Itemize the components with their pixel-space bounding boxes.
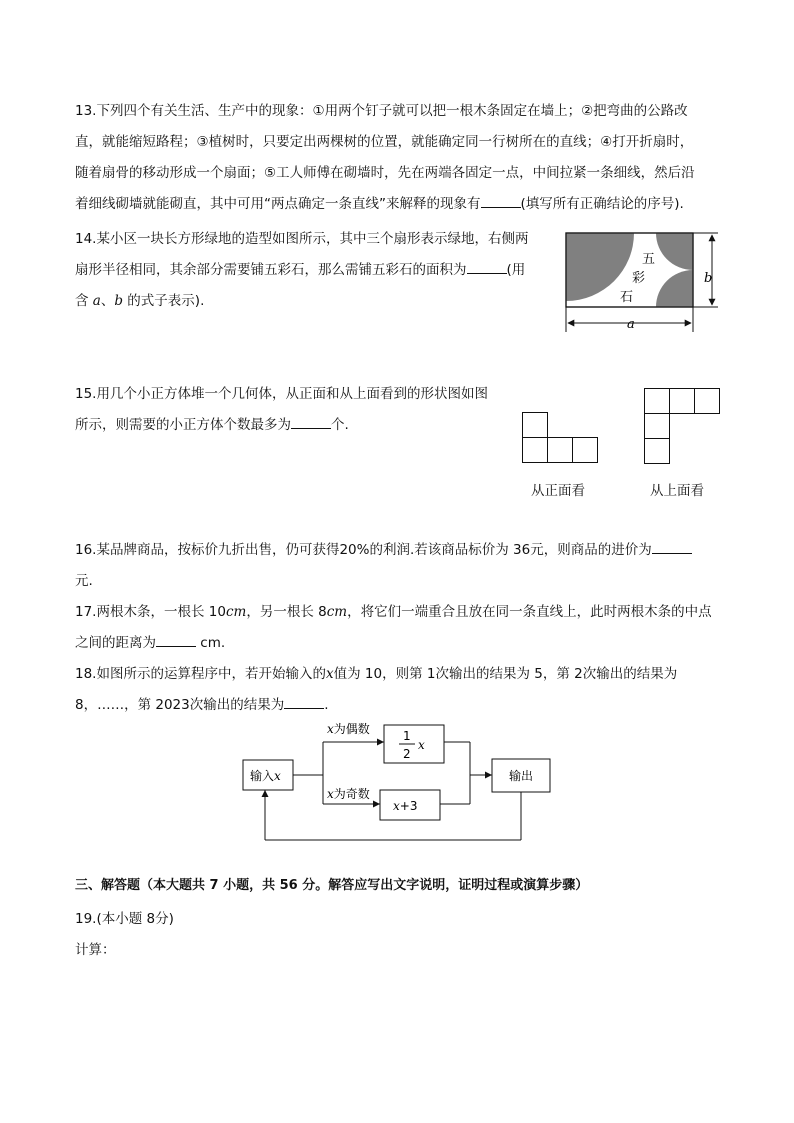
q14-line-2 xyxy=(75,261,525,279)
q17-unit-2: cm xyxy=(326,604,348,620)
q17-line-2 xyxy=(75,634,225,652)
q16-answer-blank[interactable] xyxy=(652,541,692,554)
q17-line-1-mid: ，另一根长 8 xyxy=(246,604,327,620)
q19-title: 19.(本小题 8分) xyxy=(75,911,174,927)
q17-answer-blank[interactable] xyxy=(156,634,196,647)
q14-separator: 、 xyxy=(100,293,115,309)
q18-line-1-text: 18.如图所示的运算程序中，若开始输入的 xyxy=(75,666,326,682)
q14-line-3 xyxy=(75,292,204,310)
q18-line-2 xyxy=(75,696,329,714)
q15-line-2 xyxy=(75,416,349,434)
q18-line-2-tail: . xyxy=(324,697,329,713)
q18-frac-x: x xyxy=(418,738,425,752)
q14-label-cai: 彩 xyxy=(632,271,646,286)
q17-line-2-tail: cm. xyxy=(196,635,226,651)
q19-calc: 计算： xyxy=(75,942,116,958)
q14-figure xyxy=(560,226,730,336)
q14-line-1: 14.某小区一块长方形绿地的造型如图所示，其中三个扇形表示绿地，右侧两 xyxy=(75,231,529,247)
q18-flowchart xyxy=(230,718,570,846)
q14-line-3-text: 含 xyxy=(75,293,93,309)
q15-front-label: 从正面看 xyxy=(531,483,585,499)
q15-line-2-tail: 个. xyxy=(331,417,349,433)
q18-answer-blank[interactable] xyxy=(284,696,324,709)
q18-frac-den: 2 xyxy=(403,747,411,761)
q14-var-a: a xyxy=(92,293,101,309)
q15-line-1: 15.用几个小正方体堆一个几何体，从正面和从上面看到的形状图如图 xyxy=(75,386,488,402)
q16-line-2: 元. xyxy=(75,573,93,589)
q15-front-view xyxy=(520,410,600,466)
q15-line-2-text: 所示，则需要的小正方体个数最多为 xyxy=(75,417,291,433)
q18-odd-label: x为奇数 xyxy=(327,787,370,801)
q14-var-b: b xyxy=(114,293,124,309)
q13-line-1: 13.下列四个有关生活、生产中的现象：①用两个钉子就可以把一根木条固定在墙上；②把弯曲的公路改 xyxy=(75,103,688,119)
q18-var-x: x xyxy=(325,666,334,682)
q14-label-b: b xyxy=(704,271,713,286)
q13-line-4-text: 着细线砌墙就能砌直，其中可用“两点确定一条直线”来解释的现象有 xyxy=(75,196,481,212)
q13-line-3: 随着扇骨的移动形成一个扇面；⑤工人师傅在砌墙时，先在两端各固定一点，中间拉紧一条细线，然后沿 xyxy=(75,165,695,181)
q14-line-2-text: 扇形半径相同，其余部分需要铺五彩石，那么需铺五彩石的面积为 xyxy=(75,262,467,278)
q18-input-label: 输入x xyxy=(250,769,281,783)
q13-line-4 xyxy=(75,195,684,213)
q18-output-label: 输出 xyxy=(509,769,534,783)
q13-answer-blank[interactable] xyxy=(481,195,521,208)
q14-answer-blank[interactable] xyxy=(467,261,507,274)
q17-unit-1: cm xyxy=(225,604,247,620)
q14-line-3-tail: 的式子表示). xyxy=(123,293,205,309)
q14-label-wu: 五 xyxy=(642,252,656,267)
q16-line-1-text: 16.某品牌商品，按标价九折出售，仍可获得20%的利润.若该商品标价为 36元，则商品的进价为 xyxy=(75,542,652,558)
q14-label-shi: 石 xyxy=(620,290,634,305)
q13-line-2: 直，就能缩短路程；③植树时，只要定出两棵树的位置，就能确定同一行树所在的直线；④打开折扇时， xyxy=(75,134,694,150)
q17-line-1 xyxy=(75,603,712,621)
q13-line-4-tail: (填写所有正确结论的序号). xyxy=(520,196,684,212)
q18-line-2-text: 8，……，第 2023次输出的结果为 xyxy=(75,697,285,713)
q14-label-a: a xyxy=(627,317,635,332)
q17-line-1-text: 17.两根木条，一根长 10 xyxy=(75,604,226,620)
q18-line-1 xyxy=(75,665,677,683)
q15-top-label: 从上面看 xyxy=(650,483,704,499)
q16-line-1 xyxy=(75,541,692,559)
q15-top-view xyxy=(642,386,722,467)
q17-line-1-tail: ，将它们一端重合且放在同一条直线上，此时两根木条的中点 xyxy=(347,604,712,620)
q17-line-2-text: 之间的距离为 xyxy=(75,635,156,651)
q18-plus3-label: x+3 xyxy=(393,799,418,813)
q18-line-1-tail: 值为 10，则第 1次输出的结果为 5，第 2次输出的结果为 xyxy=(333,666,678,682)
q15-answer-blank[interactable] xyxy=(291,416,331,429)
q14-line-2-tail: (用 xyxy=(506,262,526,278)
q18-even-label: x为偶数 xyxy=(327,722,370,736)
q18-frac-num: 1 xyxy=(403,729,411,743)
section-3-heading: 三、解答题（本大题共 7 小题，共 56 分。解答应写出文字说明，证明过程或演算步骤） xyxy=(75,878,589,893)
